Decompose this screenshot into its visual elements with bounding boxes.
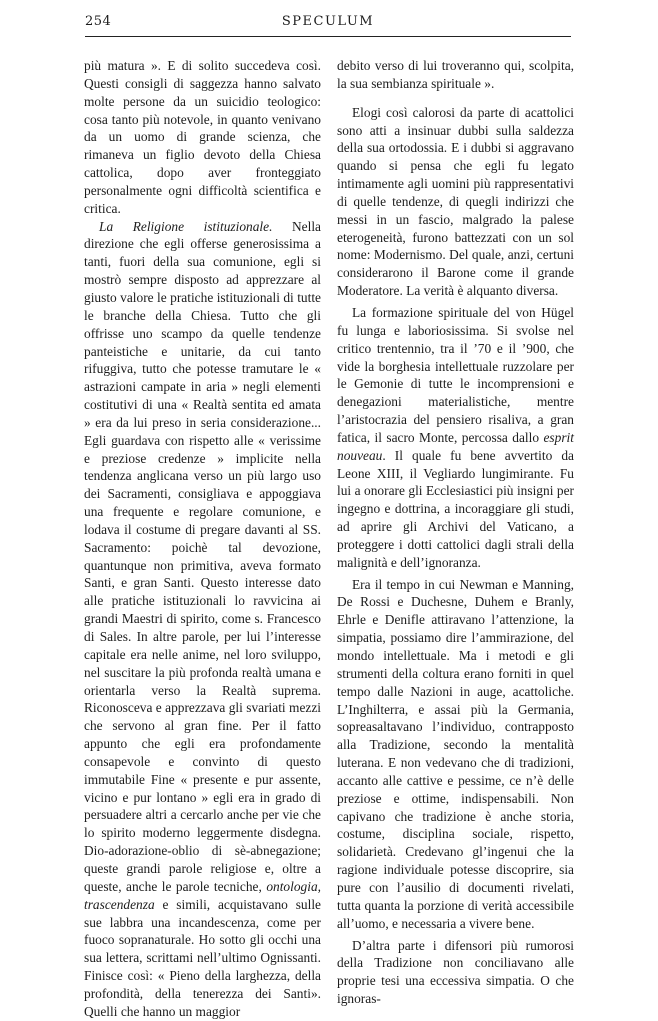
header-rule — [85, 36, 571, 37]
left-paragraph-1: più matura ». E di solito succedeva così. Questi consigli di saggezza hanno salvato molte persone da un suicidio teologico: cosa tanto più notevole, in quanto venivano da un uomo di grande scienza, che rimaneva un figlio devoto della Chiesa cattolica, dopo aver fronteggiato personalmente ogni difficoltà scientifica e critica. — [84, 58, 321, 216]
left-paragraph-2-italic-terms: ontologia, trascendenza — [84, 878, 321, 912]
left-paragraph-2-text-b: e simili, acquistavano sulle sue labbra una incandescenza, come per fuoco sopranaturale. Ho sotto gli occhi una sua lettera, scrittami nell’ultimo Ognissanti. Finisce così: « Pieno della larghezza, della profondità, della tenerezza dei Santi». Quelli che hanno un maggior — [84, 896, 321, 1019]
running-header — [85, 14, 571, 36]
right-paragraph-3-italic: esprit nouveau — [337, 429, 574, 463]
left-column — [84, 57, 321, 1021]
left-paragraph-2 — [84, 218, 321, 1021]
left-paragraph-2-text-a: Nella direzione che egli offerse generosissima a tanti, fuori della sua comunione, egli si mostrò sempre disposto ad apprezzare al giusto valore le pratiche istituzionali di tutte le branche della Chiesa. Tutto che gli offrisse uno scampo da quelle tendenze panteistiche e unitarie, da cui tanto rifuggiva, tutto che potesse tramutare le « astrazioni campate in aria » negli elementi costitutivi di una « Realtà sentita ed amata » era da lui preso in seria considerazione... Egli guardava con rispetto alle « verissime e preziose credenze » implicite nella tendenza anglicana verso un più largo uso dei Sacramenti, consigliava e appoggiava una frequente e regolare comunione, e lodava il costume di pregare davanti al SS. Sacramento: poichè tal devozione, quantunque non primitiva, aveva formato Santi, e gran Santi. Questo interesse dato alle pratiche istituzionali lo ravvicina ai grandi Maestri di spirito, come s. Francesco di Sales. In altre parole, per lui l’interesse capitale era nelle anime, nel loro sviluppo, nel suscitare la più profonda realtà umana e orientarla verso la Realtà suprema. Riconosceva e apprezzava gli svariati mezzi che servono al gran fine. Per il fatto appunto che egli era profondamente consapevole e convinto di questo immutabile Fine « presente e pur assente, vicino e pur lontano » egli era in grado di persuadere altri a cercarlo anche per vie che lo spirito moderno leggermente disdegna. Dio-adorazione-oblio di sè-abnegazione; queste grandi parole religiose e, oltre a queste, anche le parole tecniche, — [84, 218, 321, 894]
right-paragraph-5: D’altra parte i difensori più rumorosi della Tradizione non conciliavano alle proprie tesi una eccessiva simpatia. O che ignoras- — [337, 937, 574, 1007]
right-column — [337, 57, 574, 1008]
right-paragraph-3 — [337, 304, 574, 572]
right-paragraph-1: debito verso di lui troveranno qui, scolpita, la sua sembianza spirituale ». — [337, 58, 574, 91]
running-title: SPECULUM — [281, 14, 375, 29]
right-paragraph-3-text-a: La formazione spirituale del von Hügel fu lunga e laboriosissima. Si svolse nel critico trentennio, tra il ’70 e il ’900, che vide la borghesia intellettuale ruzzolare per le Gemonie di tutte le incomprensioni e denegazioni materialistiche, mentre l’aristocrazia del pensiero risaliva, a gran fatica, il sacro Monte, percossa dallo — [337, 304, 574, 445]
page-number: 254 — [85, 14, 112, 29]
right-paragraph-3-text-b: . Il quale fu bene avvertito da Leone XIII, il Vegliardo lungimirante. Fu lui a onorare gli Ecclesiastici più insigni per ingegno e dottrina, a incoraggiare gli studi, ad aprire gli Archivi del Vaticano, a proteggere i dotti cattolici dagli strali della malignità e dell’ignoranza. — [337, 447, 574, 570]
right-paragraph-4: Era il tempo in cui Newman e Manning, De Rossi e Duchesne, Duhem e Branly, Ehrle e Denifle attiravano l’attenzione, la simpatia, possiamo dire l’ammirazione, del mondo intellettuale. Ma i metodi e gli strumenti della coltura erano forniti in quel tempo dalle Nazioni in auge, acattoliche. L’Inghilterra, e assai più la Germania, sopreasaltavano l’individuo, contrapposto alla Tradizione, secondo la mentalità luterana. E non vedevano che di tradizioni, accanto alle cattive e pessime, ce n’è delle preziose e ottime, indispensabili. Non capivano che tradizione è anche storia, costume, disciplina sociale, rispetto, solidarietà. Credevano gl’ingenui che la ragione individuale potesse discoprire, sia pure con l’ausilio di documenti rivelati, tutta quanta la porzione di verità accessibile all’uomo, e necessaria a vivere bene. — [337, 576, 574, 931]
right-paragraph-2: Elogi così calorosi da parte di acattolici sono atti a insinuar dubbi sulla saldezza della sua ortodossia. E i dubbi si aggravano quando si pensa che egli fu legato intimamente agli uomini più rappresentativi di quelle tendenze, di quegli indirizzi che messi in un fascio, malgrado la palese eterogeneità, furono battezzati con un sol nome: Modernismo. Del quale, anzi, certuni considerarono il Barone come il grande Moderatore. La verità è alquanto diversa. — [337, 104, 574, 299]
section-heading-religione-istituzionale: La Religione istituzionale. — [99, 218, 273, 234]
